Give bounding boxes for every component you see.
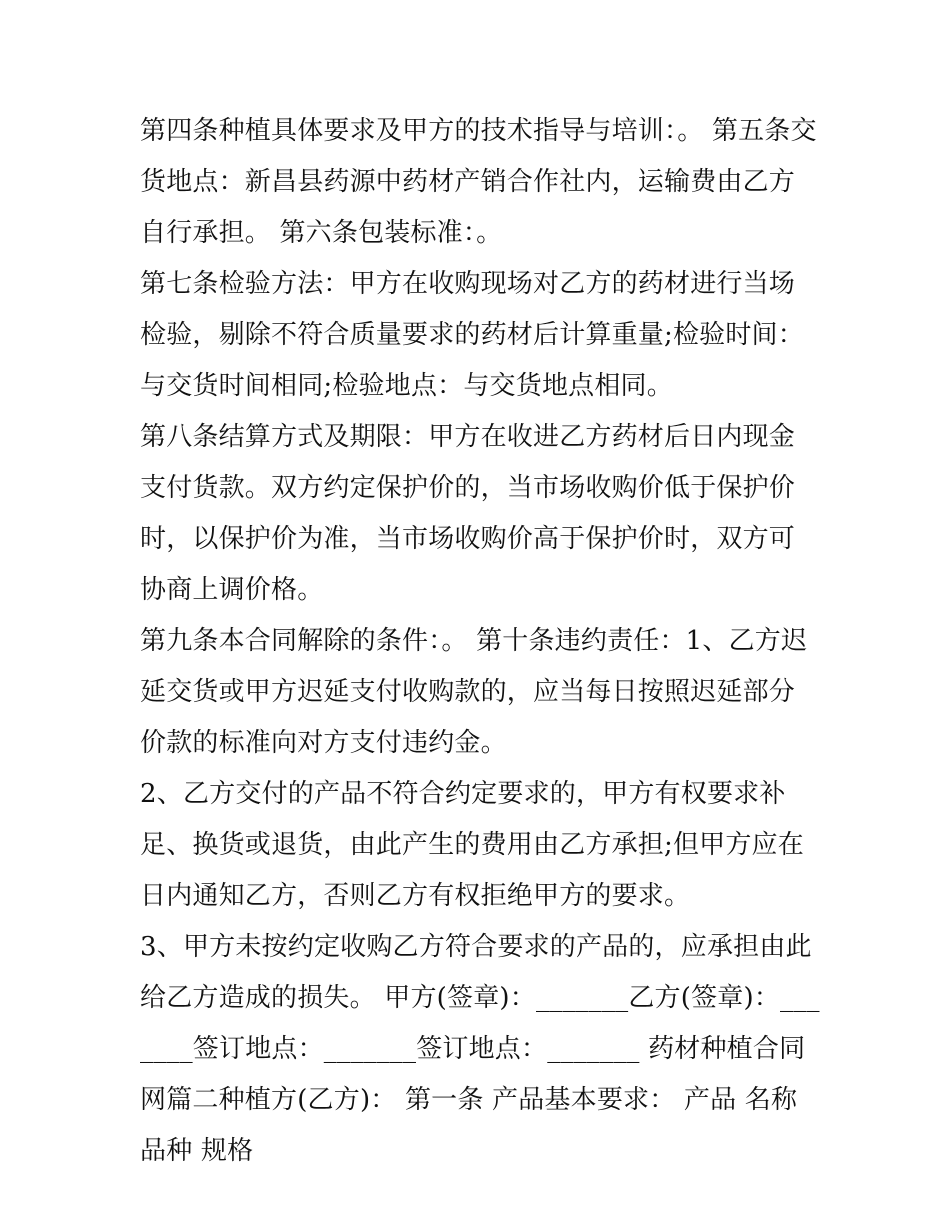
paragraph-article-4-6: 第四条种植具体要求及甲方的技术指导与培训：。 第五条交货地点：新昌县药源中药材产销合作社内，运输费由乙方自行承担。 第六条包装标准：。 xyxy=(140,116,817,248)
paragraph-article-8: 第八条结算方式及期限：甲方在收进乙方药材后日内现金支付货款。双方约定保护价的，当市场收购价低于保护价时，以保护价为准，当市场收购价高于保护价时，双方可协商上调价格。 xyxy=(140,422,796,605)
paragraph-clause-2: 2、乙方交付的产品不符合约定要求的，甲方有权要求补足、换货或退货，由此产生的费用由乙方承担;但甲方应在日内通知乙方，否则乙方有权拒绝甲方的要求。 xyxy=(140,779,804,911)
document-body xyxy=(140,106,820,1177)
paragraph-article-7: 第七条检验方法：甲方在收购现场对乙方的药材进行当场检验，剔除不符合质量要求的药材后计算重量;检验时间：与交货时间相同;检验地点：与交货地点相同。 xyxy=(140,269,804,401)
paragraph-article-9-10: 第九条本合同解除的条件：。 第十条违约责任：1、乙方迟延交货或甲方迟延支付收购款的，应当每日按照迟延部分价款的标准向对方支付违约金。 xyxy=(140,626,808,758)
paragraph-clause-3-signatures: 3、甲方未按约定收购乙方符合要求的产品的，应承担由此给乙方造成的损失。 甲方(签章)：_______乙方(签章)：_______签订地点：_______签订地点：_______ 药材种植合同网篇二种植方(乙方)： 第一条 产品基本要求： 产品 名称 品种 规格 xyxy=(140,932,820,1166)
